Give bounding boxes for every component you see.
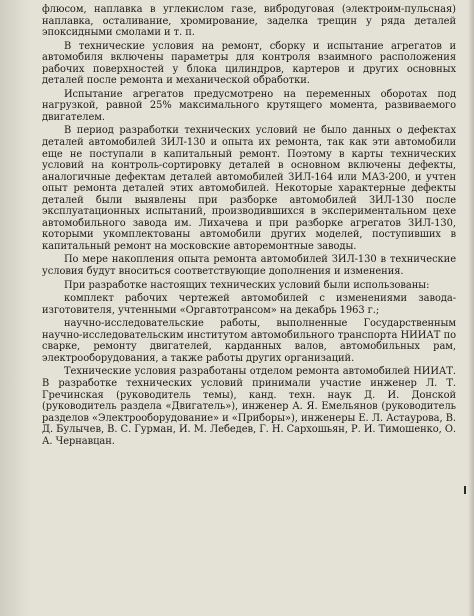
paragraph-assembly-conditions: В технические условия на ремонт, сборку и испытание агрегатов и автомобиля включены параметры для контроля взаимного расположения рабочих поверхностей у блока цилиндров, картеров и других основных деталей после ремонта и механической обработки. [42, 40, 456, 87]
paragraph-repair-methods: флюсом, наплавка в углекислом газе, вибродуговая (электроим-пульсная) наплавка, осталивание, хромирование, заделка трещин у ряда деталей эпоксидными смолами и т. п. [42, 4, 456, 39]
paragraph-source-drawings: комплект рабочих чертежей автомобилей с изменениями завода-изготовителя, учтенными «Оргавтотрансом» на декабрь 1963 г.; [42, 293, 456, 316]
paragraph-source-research: научно-исследовательские работы, выполненные Государственным научно-исследовательским институтом автомобильного транспорта НИИАТ по сварке, ремонту двигателей, карданных валов, автомобильных рам, электрооборудования, а также работы других организаций. [42, 318, 456, 364]
paragraph-testing: Испытание агрегатов предусмотрено на переменных оборотах под нагрузкой, равной 25% максимального крутящего момента, развиваемого двигателем. [42, 88, 456, 123]
paragraph-defects-zil130: В период разработки технических условий не было данных о дефектах деталей автомобилей ЗИЛ-130 и опыта их ремонта, так как эти автомобили еще не поступали в капитальный ремонт. Поэтому в карты технических условий на контроль-сортировку деталей в основном включены дефекты, аналогичные дефектам деталей автомобилей ЗИЛ-164 или МАЗ-200, и учтен опыт ремонта деталей этих автомобилей. Некоторые характерные дефекты деталей были выявлены при разборке автомобилей ЗИЛ-130 после эксплуатационных испытаний, производившихся в экспериментальном цехе автомобильного завода им. Лихачева и при разборке агрегатов ЗИЛ-130, которыми укомплектованы автомобили других моделей, поступивших в капитальный ремонт на московские авторемонтные заводы. [42, 125, 456, 252]
paragraph-authors: Технические условия разработаны отделом ремонта автомобилей НИИАТ. В разработке технических условий принимали участие инженер Л. Т. Гречинская (руководитель темы), канд. техн. наук Д. И. Донской (руководитель раздела «Двигатель»), инженер А. Я. Емельянов (руководитель разделов «Электрооборудование» и «Приборы»), инженеры Е. Л. Астаурова, В. Д. Булычев, В. С. Гурман, И. М. Лебедев, Г. Н. Сархошьян, Р. И. Тимошенко, О. А. Чернавцан. [42, 366, 456, 447]
paragraph-sources-intro: При разработке настоящих технических условий были использованы: [64, 279, 430, 291]
margin-mark [464, 486, 466, 494]
paragraph-future-updates: По мере накопления опыта ремонта автомобилей ЗИЛ-130 в технические условия будут вноситься соответствующие дополнения и изменения. [42, 254, 456, 278]
